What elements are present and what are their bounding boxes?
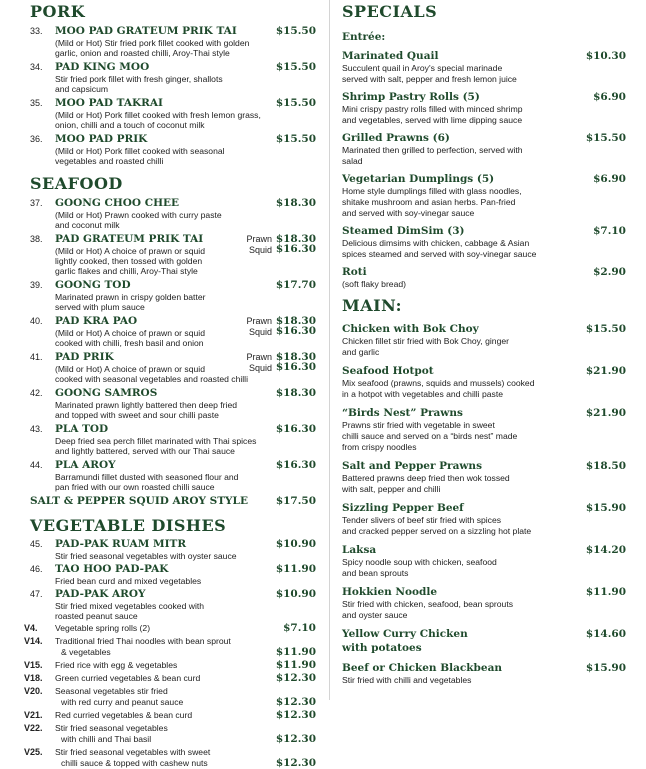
item-price: $12.30 <box>275 709 316 721</box>
item-price: $12.30 <box>275 733 316 745</box>
item-description-text: (Mild or Hot) Pork fillet cooked with fresh lemon grass, <box>55 110 261 120</box>
item-number: V21. <box>24 710 43 720</box>
item-description-line: and cracked pepper served on a sizzling hot plate <box>342 526 532 536</box>
item-description-text: Green curried vegetables & bean curd <box>55 673 201 683</box>
item-name: PLA AROY <box>55 459 116 471</box>
item-description-text: garlic flakes and chilli, Aroy-Thai style <box>55 266 198 276</box>
item-price: $15.50 <box>275 133 316 145</box>
item-price: $15.50 <box>275 25 316 37</box>
item-description-line <box>55 84 316 94</box>
item-price: $17.50 <box>275 495 316 507</box>
item-name: Vegetarian Dumplings (5) <box>342 173 495 185</box>
menu-item-header <box>30 563 316 576</box>
item-description-text: roasted peanut sauce <box>55 611 138 621</box>
item-description-line <box>55 576 316 586</box>
item-description-text: Seasonal vegetables stir fried <box>55 686 168 696</box>
vegetarian-item <box>24 672 316 684</box>
item-description-line: shitake mushroom and asian herbs. Pan-fried <box>342 197 516 207</box>
menu-item <box>30 97 316 130</box>
special-item <box>342 543 626 579</box>
special-item <box>342 459 626 495</box>
item-price: $18.30 <box>275 387 316 399</box>
item-description-line: and bean sprouts <box>342 568 409 578</box>
item-description-text: cooked with seasonal vegetables and roasted chilli <box>55 374 249 384</box>
item-description-text: (Mild or Hot) A choice of prawn or squid <box>55 328 205 338</box>
item-description-text: Marinated prawn in crispy golden batter <box>55 292 206 302</box>
item-name: GOONG CHOO CHEE <box>55 197 179 209</box>
item-description-text: Fried bean curd and mixed vegetables <box>55 576 202 586</box>
item-description-text: and coconut milk <box>55 220 120 230</box>
item-price: $6.90 <box>593 91 626 103</box>
item-description-text: (Mild or Hot) Prawn cooked with curry paste <box>55 210 222 220</box>
item-description-text: and topped with sweet and sour chilli paste <box>55 410 219 420</box>
menu-item <box>30 197 316 230</box>
item-price: $15.90 <box>585 662 626 674</box>
special-item-header <box>342 49 626 63</box>
special-item-header <box>342 406 626 420</box>
special-item <box>342 172 626 219</box>
menu-item <box>30 61 316 94</box>
item-number: 43. <box>30 424 43 434</box>
special-item <box>342 322 626 358</box>
item-description-line <box>55 292 316 302</box>
item-description-text: with chilli and Thai basil <box>61 734 152 744</box>
menu-item <box>30 351 316 384</box>
item-description-text: cooked with chilli, fresh basil and onion <box>55 338 204 348</box>
item-description-line: Tender slivers of beef stir fried with spices <box>342 515 502 525</box>
menu-item <box>30 588 316 621</box>
vegetarian-item-line <box>24 672 316 684</box>
item-description-line <box>55 210 316 220</box>
item-price: $18.30 <box>275 351 316 363</box>
item-description-line <box>55 266 316 276</box>
item-name: Grilled Prawns (6) <box>342 132 450 144</box>
item-description-text: onion, chilli and a touch of coconut milk <box>55 120 205 130</box>
item-description-text: with red curry and peanut sauce <box>61 697 184 707</box>
item-description-text: lightly cooked, then tossed with golden <box>55 256 203 266</box>
item-name-continued: with potatoes <box>342 642 422 654</box>
item-name: Marinated Quail <box>342 50 439 62</box>
item-description-line <box>55 446 316 456</box>
item-price: $14.20 <box>585 544 626 556</box>
special-item-header <box>342 322 626 336</box>
item-description-line <box>55 410 316 420</box>
item-name: Chicken with Bok Choy <box>342 323 479 335</box>
special-item-header <box>342 585 626 599</box>
item-name: MOO PAD TAKRAI <box>55 97 163 109</box>
item-price: $15.50 <box>275 97 316 109</box>
item-number: V25. <box>24 747 43 757</box>
item-price: $11.90 <box>275 646 316 658</box>
special-item-header-continued <box>342 641 626 655</box>
item-price: $10.30 <box>585 50 626 62</box>
vegetarian-item <box>24 636 316 658</box>
item-description-text: Traditional fried Thai noodles with bean sprout <box>55 636 231 646</box>
item-description-line <box>55 400 316 410</box>
item-price: $15.90 <box>585 502 626 514</box>
item-name: GOONG TOD <box>55 279 131 291</box>
item-name: Yellow Curry Chicken <box>342 628 468 640</box>
item-name: Sizzling Pepper Beef <box>342 502 464 514</box>
item-name: Shrimp Pastry Rolls (5) <box>342 91 480 103</box>
item-description-text: (Mild or Hot) A choice of prawn or squid <box>55 364 205 374</box>
item-description-text: & vegetables <box>61 647 111 657</box>
item-price: $11.90 <box>275 659 316 671</box>
item-price: $12.30 <box>275 672 316 684</box>
special-item <box>342 364 626 400</box>
item-price: $11.90 <box>585 586 626 598</box>
special-item-header <box>342 459 626 473</box>
item-name: Steamed DimSim (3) <box>342 225 465 237</box>
item-description-line: (soft flaky bread) <box>342 279 406 289</box>
item-name: PAD-PAK RUAM MITR <box>55 538 187 550</box>
item-price: $15.50 <box>585 132 626 144</box>
item-description-line <box>55 482 316 492</box>
item-price: $17.70 <box>275 279 316 291</box>
special-item <box>342 49 626 85</box>
item-description-text: Stir fried seasonal vegetables <box>55 723 168 733</box>
item-price: $21.90 <box>585 365 626 377</box>
price-option-label: Prawn <box>246 234 272 244</box>
vegetarian-item-line <box>30 697 316 708</box>
item-number: 33. <box>30 26 43 36</box>
item-description-line: with salt, pepper and chilli <box>342 484 441 494</box>
item-description-line <box>55 436 316 446</box>
item-number: 36. <box>30 134 43 144</box>
item-number: V15. <box>24 660 43 670</box>
item-description-text: Barramundi fillet dusted with seasoned flour and <box>55 472 239 482</box>
special-item <box>342 406 626 453</box>
item-price: $18.30 <box>275 197 316 209</box>
special-item-header <box>342 627 626 641</box>
item-number: 38. <box>30 234 43 244</box>
item-price: $18.30 <box>275 315 316 327</box>
item-description-line <box>55 74 316 84</box>
item-description-line: spices steamed and served with soy-vinegar sauce <box>342 249 537 259</box>
item-price: $16.30 <box>275 423 316 435</box>
item-number: 39. <box>30 280 43 290</box>
vegetarian-special-list <box>24 622 316 769</box>
menu-item <box>30 315 316 348</box>
item-description-line <box>55 156 316 166</box>
item-description-line: Stir fried with chicken, seafood, bean sprouts <box>342 599 514 609</box>
item-number: 45. <box>30 539 43 549</box>
pork-list <box>30 25 316 166</box>
item-description-line: served with salt, pepper and fresh lemon juice <box>342 74 517 84</box>
special-item-header <box>342 224 626 238</box>
vegetarian-item-line <box>24 723 316 734</box>
item-name: Beef or Chicken Blackbean <box>342 662 503 674</box>
item-name: PAD KING MOO <box>55 61 150 73</box>
special-item-header <box>342 364 626 378</box>
special-item <box>342 131 626 167</box>
item-description-line <box>55 611 316 621</box>
price-option-label: Prawn <box>246 316 272 326</box>
vegetarian-item <box>24 659 316 671</box>
item-name: SALT & PEPPER SQUID AROY STYLE <box>30 495 248 507</box>
menu-item <box>30 563 316 586</box>
item-price: $16.30 <box>275 243 316 255</box>
left-column <box>24 0 316 769</box>
item-description-text: Deep fried sea perch fillet marinated with Thai spices <box>55 436 257 446</box>
item-description-text: Fried rice with egg & vegetables <box>55 660 178 670</box>
menu-item <box>30 25 316 58</box>
item-price: $15.50 <box>275 61 316 73</box>
vegetarian-item <box>24 622 316 634</box>
vegetarian-item-line <box>30 647 316 658</box>
item-description-line <box>55 256 316 266</box>
item-description-line: Chicken fillet stir fried with Bok Choy, ginger <box>342 336 510 346</box>
item-description-text: and lightly battered, served with our Thai sauce <box>55 446 235 456</box>
item-price: $16.30 <box>275 325 316 337</box>
special-item-header <box>342 90 626 104</box>
item-name: MOO PAD GRATEUM PRIK TAI <box>55 25 237 37</box>
item-price: $18.30 <box>275 233 316 245</box>
item-price: $2.90 <box>593 266 626 278</box>
vegetarian-item-line <box>24 747 316 758</box>
column-divider <box>329 0 330 700</box>
item-description-line: Stir fried with chilli and vegetables <box>342 675 472 685</box>
item-price: $11.90 <box>275 563 316 575</box>
item-name: PAD PRIK <box>55 351 114 363</box>
menu-item-header <box>30 97 316 110</box>
menu-item-header <box>30 423 316 436</box>
item-description-line <box>55 361 316 374</box>
item-description-text: served with plum sauce <box>55 302 145 312</box>
section-title-vegetable: VEGETABLE DISHES <box>30 516 227 535</box>
menu-item-header <box>30 387 316 400</box>
item-description-text: vegetables and roasted chilli <box>55 156 164 166</box>
vegetarian-item-line <box>24 709 316 721</box>
item-description-text: (Mild or Hot) Pork fillet cooked with seasonal <box>55 146 225 156</box>
item-description-line: and oyster sauce <box>342 610 408 620</box>
item-name: MOO PAD PRIK <box>55 133 148 145</box>
section-title-specials: SPECIALS <box>342 2 438 21</box>
menu-item <box>30 387 316 420</box>
item-price: $10.90 <box>275 538 316 550</box>
item-name: PLA TOD <box>55 423 109 435</box>
special-item <box>342 90 626 126</box>
section-title-pork: PORK <box>30 2 86 21</box>
item-description-line: Home style dumplings filled with glass noodles, <box>342 186 522 196</box>
item-description-line: Spicy noodle soup with chicken, seafood <box>342 557 497 567</box>
item-price: $14.60 <box>585 628 626 640</box>
item-number: 47. <box>30 589 43 599</box>
item-description-line: and garlic <box>342 347 380 357</box>
item-price: $16.30 <box>275 459 316 471</box>
item-price: $7.10 <box>593 225 626 237</box>
item-price: $7.10 <box>283 622 316 634</box>
item-description-line: and served with soy-vinegar sauce <box>342 208 475 218</box>
special-item <box>342 265 626 290</box>
vegetarian-item-line <box>24 622 316 634</box>
item-name: Laksa <box>342 544 377 556</box>
menu-item-header <box>30 588 316 601</box>
item-name: GOONG SAMROS <box>55 387 158 399</box>
item-description-line: Battered prawns deep fried then wok tossed <box>342 473 510 483</box>
item-description-line: Marinated then grilled to perfection, served with <box>342 145 523 155</box>
special-item-header <box>342 131 626 145</box>
vegetarian-item <box>24 747 316 769</box>
item-name: Salt and Pepper Prawns <box>342 460 482 472</box>
item-description-text: (Mild or Hot) A choice of prawn or squid <box>55 246 205 256</box>
vegetarian-item-line <box>24 636 316 647</box>
item-description-line <box>55 325 316 338</box>
menu-item-header <box>30 351 316 364</box>
item-description-text: (Mild or Hot) Stir fried pork fillet cooked with golden <box>55 38 250 48</box>
vegetarian-item-line <box>30 758 316 769</box>
item-name: Roti <box>342 266 367 278</box>
item-number: V4. <box>24 623 38 633</box>
main-list <box>342 322 626 686</box>
menu-item-header <box>30 61 316 74</box>
item-description-line <box>55 48 316 58</box>
item-number: V18. <box>24 673 43 683</box>
entree-list <box>342 49 626 290</box>
item-number: 35. <box>30 98 43 108</box>
special-item <box>342 627 626 655</box>
item-description-text: Red curried vegetables & bean curd <box>55 710 193 720</box>
item-price: $15.50 <box>585 323 626 335</box>
item-description-line <box>55 338 316 348</box>
item-description-text: garlic, onion and roasted chilli, Aroy-Thai style <box>55 48 230 58</box>
item-description-line: Succulent quail in Aroy's special marinade <box>342 63 503 73</box>
item-description-line <box>55 374 316 384</box>
item-description-text: Stir fried pork fillet with fresh ginger, shallots <box>55 74 223 84</box>
item-price: $12.30 <box>275 696 316 708</box>
item-description-line <box>55 601 316 611</box>
special-item <box>342 501 626 537</box>
item-description-line: in a hotpot with vegetables and chilli paste <box>342 389 503 399</box>
special-item <box>342 661 626 686</box>
item-description-text: Stir fried mixed vegetables cooked with <box>55 601 205 611</box>
price-option-label: Prawn <box>246 352 272 362</box>
section-title-seafood: SEAFOOD <box>30 174 123 193</box>
item-price: $10.90 <box>275 588 316 600</box>
special-item <box>342 585 626 621</box>
special-item-header <box>342 172 626 186</box>
menu-item-header <box>30 279 316 292</box>
menu-item <box>30 495 316 508</box>
vegetarian-item <box>24 709 316 721</box>
item-name: PAD-PAK AROY <box>55 588 146 600</box>
item-description-line <box>55 472 316 482</box>
special-item-header <box>342 543 626 557</box>
item-name: Seafood Hotpot <box>342 365 434 377</box>
menu-item-header <box>30 233 316 246</box>
item-description-line: salad <box>342 156 363 166</box>
item-description-text: Vegetable spring rolls (2) <box>55 623 151 633</box>
item-number: 42. <box>30 388 43 398</box>
subsection-title-entree: Entrée: <box>342 31 386 43</box>
menu-item <box>30 279 316 312</box>
vegetarian-item-line <box>30 734 316 745</box>
item-description-line <box>55 146 316 156</box>
item-description-text: chilli sauce & topped with cashew nuts <box>61 758 208 768</box>
item-description-line: chilli sauce and served on a “birds nest” made <box>342 431 518 441</box>
menu-item <box>30 459 316 492</box>
item-number: V14. <box>24 636 43 646</box>
menu-item-header <box>30 133 316 146</box>
item-description-line <box>55 551 316 561</box>
item-description-line <box>55 120 316 130</box>
price-option-label: Squid <box>248 363 272 373</box>
item-description-line: Delicious dimsims with chicken, cabbage & Asian <box>342 238 530 248</box>
item-description-text: Stir fried seasonal vegetables with sweet <box>55 747 211 757</box>
menu-item-header <box>30 495 316 508</box>
menu-item-header <box>30 459 316 472</box>
item-number: V22. <box>24 723 43 733</box>
menu-item <box>30 133 316 166</box>
item-name: Hokkien Noodle <box>342 586 438 598</box>
item-name: TAO HOO PAD-PAK <box>55 563 169 575</box>
menu-item-header <box>30 197 316 210</box>
price-option-label: Squid <box>248 327 272 337</box>
item-number: 34. <box>30 62 43 72</box>
item-description-line <box>55 110 316 120</box>
vegetarian-item <box>24 686 316 708</box>
menu-item <box>30 538 316 561</box>
vegetarian-item <box>24 723 316 745</box>
item-name: PAD GRATEUM PRIK TAI <box>55 233 204 245</box>
item-number: 37. <box>30 198 43 208</box>
item-description-text: Stir fried seasonal vegetables with oyster sauce <box>55 551 237 561</box>
menu-item-header <box>30 25 316 38</box>
right-column <box>342 0 626 686</box>
special-item-header <box>342 265 626 279</box>
item-description-line: from crispy noodles <box>342 442 417 452</box>
item-price: $6.90 <box>593 173 626 185</box>
price-option-label: Squid <box>248 245 272 255</box>
item-description-line: Mini crispy pastry rolls filled with minced shrimp <box>342 104 523 114</box>
item-price: $12.30 <box>275 757 316 769</box>
item-description-text: pan fried with our own roasted chilli sauce <box>55 482 215 492</box>
special-item-header <box>342 501 626 515</box>
item-description-line <box>55 302 316 312</box>
item-description-line: and vegetables, served with lime dipping sauce <box>342 115 523 125</box>
item-price: $16.30 <box>275 361 316 373</box>
special-item <box>342 224 626 260</box>
item-name: PAD KRA PAO <box>55 315 138 327</box>
section-title-main: MAIN: <box>342 296 403 315</box>
seafood-list <box>30 197 316 508</box>
menu-item-header <box>30 315 316 328</box>
menu-item <box>30 233 316 276</box>
item-price: $18.50 <box>585 460 626 472</box>
item-number: 41. <box>30 352 43 362</box>
item-description-line: Mix seafood (prawns, squids and mussels) cooked <box>342 378 535 388</box>
item-description-line <box>55 38 316 48</box>
item-price: $21.90 <box>585 407 626 419</box>
item-number: V20. <box>24 686 43 696</box>
special-item-header <box>342 661 626 675</box>
vegetarian-item-line <box>24 659 316 671</box>
menu-item-header <box>30 538 316 551</box>
item-description-text: and capsicum <box>55 84 109 94</box>
item-number: 44. <box>30 460 43 470</box>
vegetable-list <box>30 538 316 621</box>
vegetarian-item-line <box>24 686 316 697</box>
item-description-line <box>55 243 316 256</box>
item-name: “Birds Nest” Prawns <box>342 407 463 419</box>
item-description-line: Prawns stir fried with vegetable in sweet <box>342 420 495 430</box>
item-description-line <box>55 220 316 230</box>
menu-item <box>30 423 316 456</box>
item-description-text: Marinated prawn lightly battered then deep fried <box>55 400 238 410</box>
item-number: 46. <box>30 564 43 574</box>
item-number: 40. <box>30 316 43 326</box>
